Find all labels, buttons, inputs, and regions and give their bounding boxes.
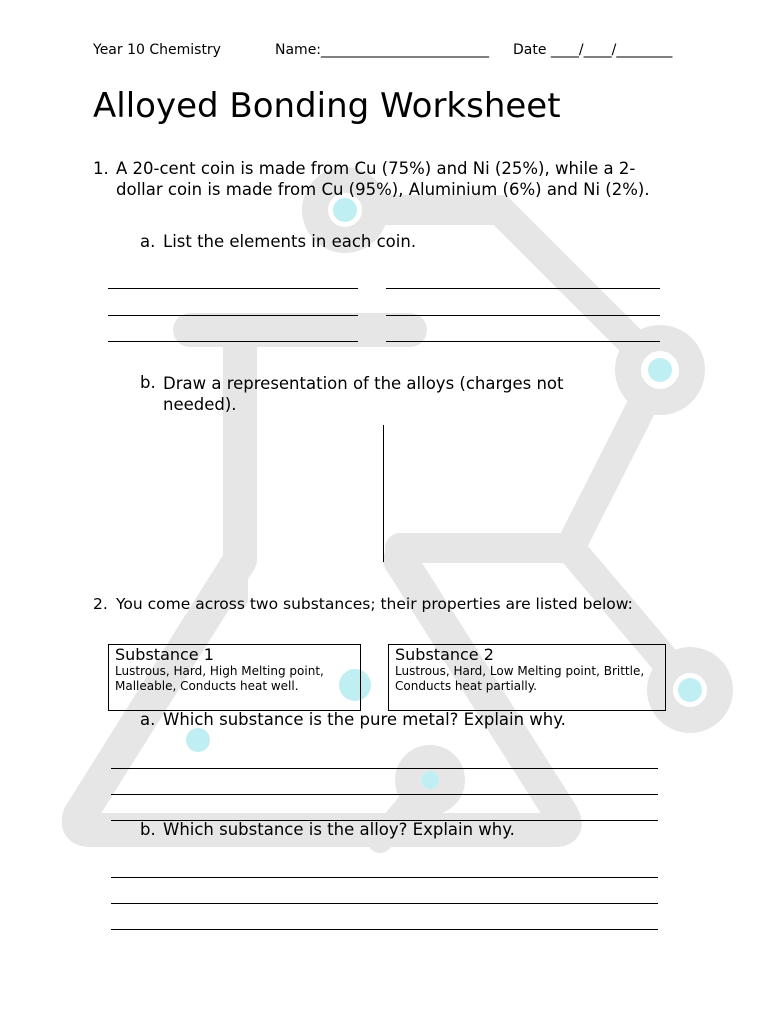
substance-1-box — [108, 644, 361, 711]
answer-line[interactable] — [386, 288, 660, 289]
question-2b-letter: b. — [140, 820, 156, 839]
substance-2-properties: Lustrous, Hard, Low Melting point, Brittle, Conducts heat partially. — [395, 664, 645, 693]
answer-line[interactable] — [111, 768, 658, 769]
question-2-number: 2. — [93, 595, 108, 613]
question-1a-letter: a. — [140, 232, 156, 251]
name-field[interactable]: Name:________________________ — [275, 42, 490, 58]
substance-1-name: Substance 1 — [115, 645, 214, 664]
page-title: Alloyed Bonding Worksheet — [93, 86, 561, 126]
answer-line[interactable] — [108, 288, 358, 289]
answer-line[interactable] — [108, 315, 358, 316]
course-label: Year 10 Chemistry — [93, 42, 221, 58]
answer-line[interactable] — [111, 877, 658, 878]
answer-line[interactable] — [111, 794, 658, 795]
question-1a-text: List the elements in each coin. — [163, 232, 417, 251]
question-1-number: 1. — [93, 159, 109, 178]
answer-line[interactable] — [108, 341, 358, 342]
substance-2-name: Substance 2 — [395, 645, 494, 664]
question-2b-text: Which substance is the alloy? Explain why. — [163, 820, 515, 839]
question-1-text: A 20-cent coin is made from Cu (75%) and Ni (25%), while a 2-dollar coin is made from Cu (95%), Aluminium (6%) and Ni (2%). — [116, 159, 650, 199]
question-1b-text: Draw a representation of the alloys (charges not needed). — [163, 374, 564, 414]
question-2-text: You come across two substances; their properties are listed below: — [116, 595, 633, 613]
substance-1-properties: Lustrous, Hard, High Melting point, Malleable, Conducts heat well. — [115, 664, 324, 693]
answer-line[interactable] — [111, 929, 658, 930]
substance-2-box — [388, 644, 666, 711]
answer-line[interactable] — [386, 341, 660, 342]
answer-line[interactable] — [111, 903, 658, 904]
question-2a-text: Which substance is the pure metal? Explain why. — [163, 710, 566, 729]
answer-line[interactable] — [386, 315, 660, 316]
question-1b-letter: b. — [140, 373, 156, 392]
question-2a-letter: a. — [140, 710, 156, 729]
date-field[interactable]: Date ____/____/________ — [513, 42, 673, 58]
drawing-area-divider — [383, 425, 384, 562]
